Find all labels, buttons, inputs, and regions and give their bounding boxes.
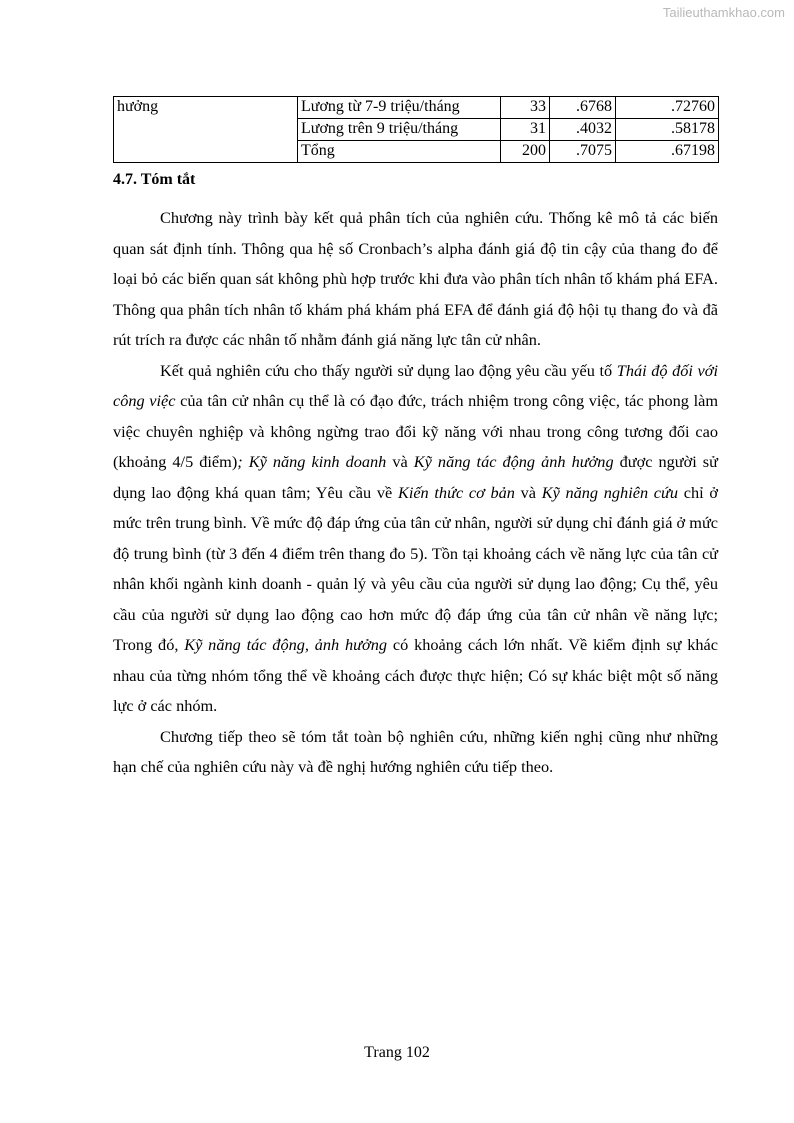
sd-cell: .72760 [616,97,719,119]
stats-table [113,96,719,163]
text-run: của tân cử nhân cụ thể là có đạo đức, trách nhiệm trong công việc, tác phong làm việc chuyên nghiệp và không ngừng trao đổi kỹ năng với nhau trong công tương đối cao (khoảng 4/5 điểm) [113,391,718,471]
page-number: Trang 102 [364,1044,430,1061]
mean-cell: .4032 [550,119,616,141]
mean-cell: .6768 [550,97,616,119]
text-run: được người sử dụng lao động khá quan tâm; Yêu cầu về [113,452,718,502]
italic-term: Kỹ năng tác động, ảnh hưởng [184,635,388,654]
italic-term: Thái độ đối với công việc [113,360,718,410]
sd-cell: .58178 [616,119,719,141]
n-cell: 33 [501,97,550,119]
row-label-cell: Tổng [298,141,501,163]
n-cell: 200 [501,141,550,163]
text-run: và [514,482,542,502]
n-cell: 31 [501,119,550,141]
group-label-cell: hưởng [114,97,298,163]
mean-cell: .7075 [550,141,616,163]
paragraph-3: Chương tiếp theo sẽ tóm tắt toàn bộ nghiên cứu, những kiến nghị cũng như những hạn chế của nghiên cứu này và đề nghị hướng nghiên cứu tiếp theo. [113,726,718,776]
paragraph-1: Chương này trình bày kết quả phân tích của nghiên cứu. Thống kê mô tả các biến quan sát định tính. Thông qua hệ số Cronbach’s alpha đánh giá độ tin cậy của thang đo để loại bỏ các biến quan sát không phù hợp trước khi đưa vào phân tích nhân tố khám phá EFA. Thông qua phân tích nhân tố khám phá khám phá EFA để đánh giá độ hội tụ thang đo và đã rút trích ra được các nhân tố nhằm đánh giá năng lực tân cử nhân. [113,208,718,349]
section-heading: 4.7. Tóm tắt [113,171,196,188]
text-run: chỉ ở mức trên trung bình. Về mức độ đáp ứng của tân cử nhân, người sử dụng chỉ đánh giá ở mức độ trung bình (từ 3 đến 4 điểm trên thang đo 5). Tồn tại khoảng cách về năng lực của tân cử nhân khối ngành kinh doanh - quản lý và yêu cầu của người sử dụng lao động; Cụ thể, yêu cầu của người sử dụng lao động cao hơn mức độ đáp ứng của tân cử nhân về năng lực; Trong đó, [113,482,718,654]
watermark: Tailieuthamkhao.com [662,5,785,20]
section-body [113,203,718,783]
table-row [114,97,719,119]
row-label-cell: Lương trên 9 triệu/tháng [298,119,501,141]
text-run: có khoảng cách lớn nhất. Về kiểm định sự khác nhau của từng nhóm tổng thể về khoảng cách được thực hiện; Có sự khác biệt một số năng lực ở các nhóm. [113,635,718,715]
sd-cell: .67198 [616,141,719,163]
italic-term: Kiến thức cơ bản [397,482,515,502]
text-run: Kết quả nghiên cứu cho thấy người sử dụng lao động yêu cầu yếu tố [160,360,617,380]
italic-term: Kỹ năng nghiên cứu [541,482,679,502]
italic-term: ; Kỹ năng kinh doanh [237,452,387,471]
row-label-cell: Lương từ 7-9 triệu/tháng [298,97,501,119]
text-run: và [386,452,414,471]
paragraph-2 [113,356,718,722]
italic-term: Kỹ năng tác động ảnh hưởng [413,452,614,471]
